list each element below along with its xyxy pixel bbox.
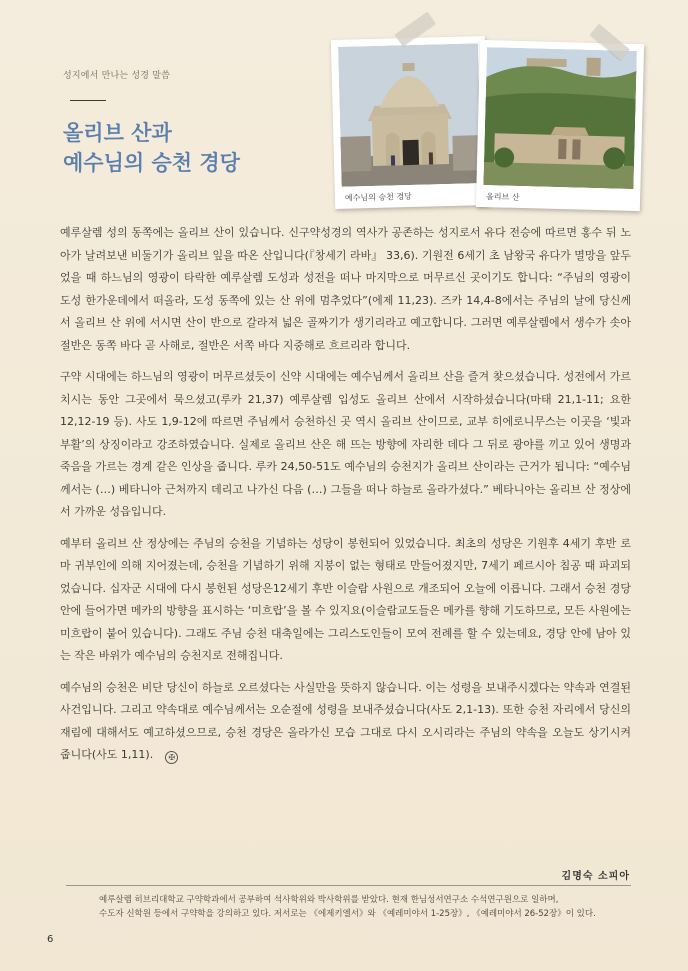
- author-bio: [99, 893, 639, 921]
- header-divider: [70, 100, 106, 101]
- mount-of-olives-image: [483, 47, 637, 189]
- author-name: 김명숙 소피아: [561, 871, 630, 882]
- title-line-2: 예수님의 승천 경당: [63, 151, 240, 175]
- bio-line: 수도자 신학원 등에서 구약학을 강의하고 있다. 저서로는 《에제키엘서》와 《예레미야서 1-25장》, 《예레미야서 26-52장》이 있다.: [99, 909, 596, 919]
- section-label: 성지에서 만나는 성경 말씀: [63, 71, 171, 81]
- article-body: [60, 222, 631, 776]
- paragraph: [60, 677, 631, 767]
- photo-mount-of-olives: [476, 40, 644, 211]
- photo-ascension-chapel: [331, 36, 489, 209]
- photo-caption-ascension: 예수님의 승천 경당: [344, 191, 412, 203]
- paragraph-text: 예수님의 승천은 비단 당신이 하늘로 오르셨다는 사실만을 뜻하지 않습니다. 이는 성령을 보내주시겠다는 약속과 연결된 사건입니다. 그리고 약속대로 예수님께서는 오순절에 성령을 보내주셨습니다(사도 2,1-13). 또한 승천 자리에서 당신의 재림에 대해서도 예고하셨으므로, 승천 경당은 올라가신 모습 그대로 다시 오시리라는 주님의 약속을 오늘도 상기시켜 줍니다(사도 1,11).: [60, 680, 631, 761]
- page-title: [63, 118, 240, 178]
- title-line-1: 올리브 산과: [63, 121, 172, 145]
- ascension-chapel-image: [338, 43, 482, 187]
- page-number: 6: [47, 934, 54, 945]
- paragraph: 예부터 올리브 산 정상에는 주님의 승천을 기념하는 성당이 봉헌되어 있었습니다. 최초의 성당은 기원후 4세기 후반 로마 귀부인에 의해 지어졌는데, 승천을 기념하기 위해 지붕이 없는 형태로 만들어졌지만, 7세기 페르시아 침공 때 파괴되었습니다. 십자군 시대에 다시 봉헌된 성당은12세기 후반 이슬람 사원으로 개조되어 오늘에 이릅니다. 그래서 승천 경당 안에 들어가면 메카의 방향을 표시하는 ‘미흐랍’을 볼 수 있지요(이슬람교도들은 메카를 향해 기도하므로, 모든 사원에는 미흐랍이 붙어 있습니다). 그래도 주님 승천 대축일에는 그리스도인들이 모여 전례를 할 수 있는데요, 경당 안에 남아 있는 작은 바위가 예수님의 승천지로 전해집니다.: [60, 536, 631, 662]
- author-divider: [66, 885, 631, 886]
- paragraph: 구약 시대에는 하느님의 영광이 머무르셨듯이 신약 시대에는 예수님께서 올리브 산을 즐겨 찾으셨습니다. 성전에서 가르치시는 동안 그곳에서 묵으셨고(루카 21,37) 예루살렘 입성도 올리브 산에서 시작하셨습니다(마태 21,1-11; 요한 12,12-19 등). 사도 1,9-12에 따르면 주님께서 승천하신 곳 역시 올리브 산이므로, 교부 히에로니무스는 이곳을 ‘빛과 부활’의 상징이라고 강조하였습니다. 실제로 올리브 산은 해 뜨는 방향에 자리한 데다 그 뒤로 광야를 끼고 있어 생명과 죽음을 가르는 경계 같은 인상을 줍니다. 루카 24,50-51도 예수님의 승천지가 올리브 산이라는 근거가 됩니다: “예수님께서는 (…) 베타니아 근처까지 데리고 나가신 다음 (…) 그들을 떠나 하늘로 올라가셨다.” 베타니아는 올리브 산 정상에서 가까운 성읍입니다.: [60, 370, 631, 518]
- photo-caption-olives: 올리브 산: [485, 192, 520, 202]
- end-mark-icon: ✠: [165, 751, 178, 764]
- bio-line: 예루살렘 히브리대학교 구약학과에서 공부하여 석사학위와 박사학위를 받았다. 현재 한님성서연구소 수석연구원으로 일하며,: [99, 895, 559, 905]
- paragraph: 예루살렘 성의 동쪽에는 올리브 산이 있습니다. 신구약성경의 역사가 공존하는 성지로서 유다 전승에 따르면 홍수 뒤 노아가 날려보낸 비둘기가 올리브 잎을 따온 산입니다(『창세기 라바』 33,6). 기원전 6세기 초 남왕국 유다가 멸망을 앞두었을 때 하느님의 영광이 타락한 예루살렘 도성과 성전을 떠나 마지막으로 머무르신 곳이기도 합니다: “주님의 영광이 도성 한가운데에서 떠올라, 도성 동쪽에 있는 산 위에 멈추었다”(에제 11,23). 즈카 14,4-8에서는 주님의 날에 당신께서 올리브 산 위에 서시면 산이 반으로 갈라져 넓은 골짜기가 생기리라고 예고합니다. 그러면 예루살렘에서 생수가 솟아 절반은 동쪽 바다 곧 사해로, 절반은 서쪽 바다 지중해로 흐르리라 합니다.: [60, 226, 631, 352]
